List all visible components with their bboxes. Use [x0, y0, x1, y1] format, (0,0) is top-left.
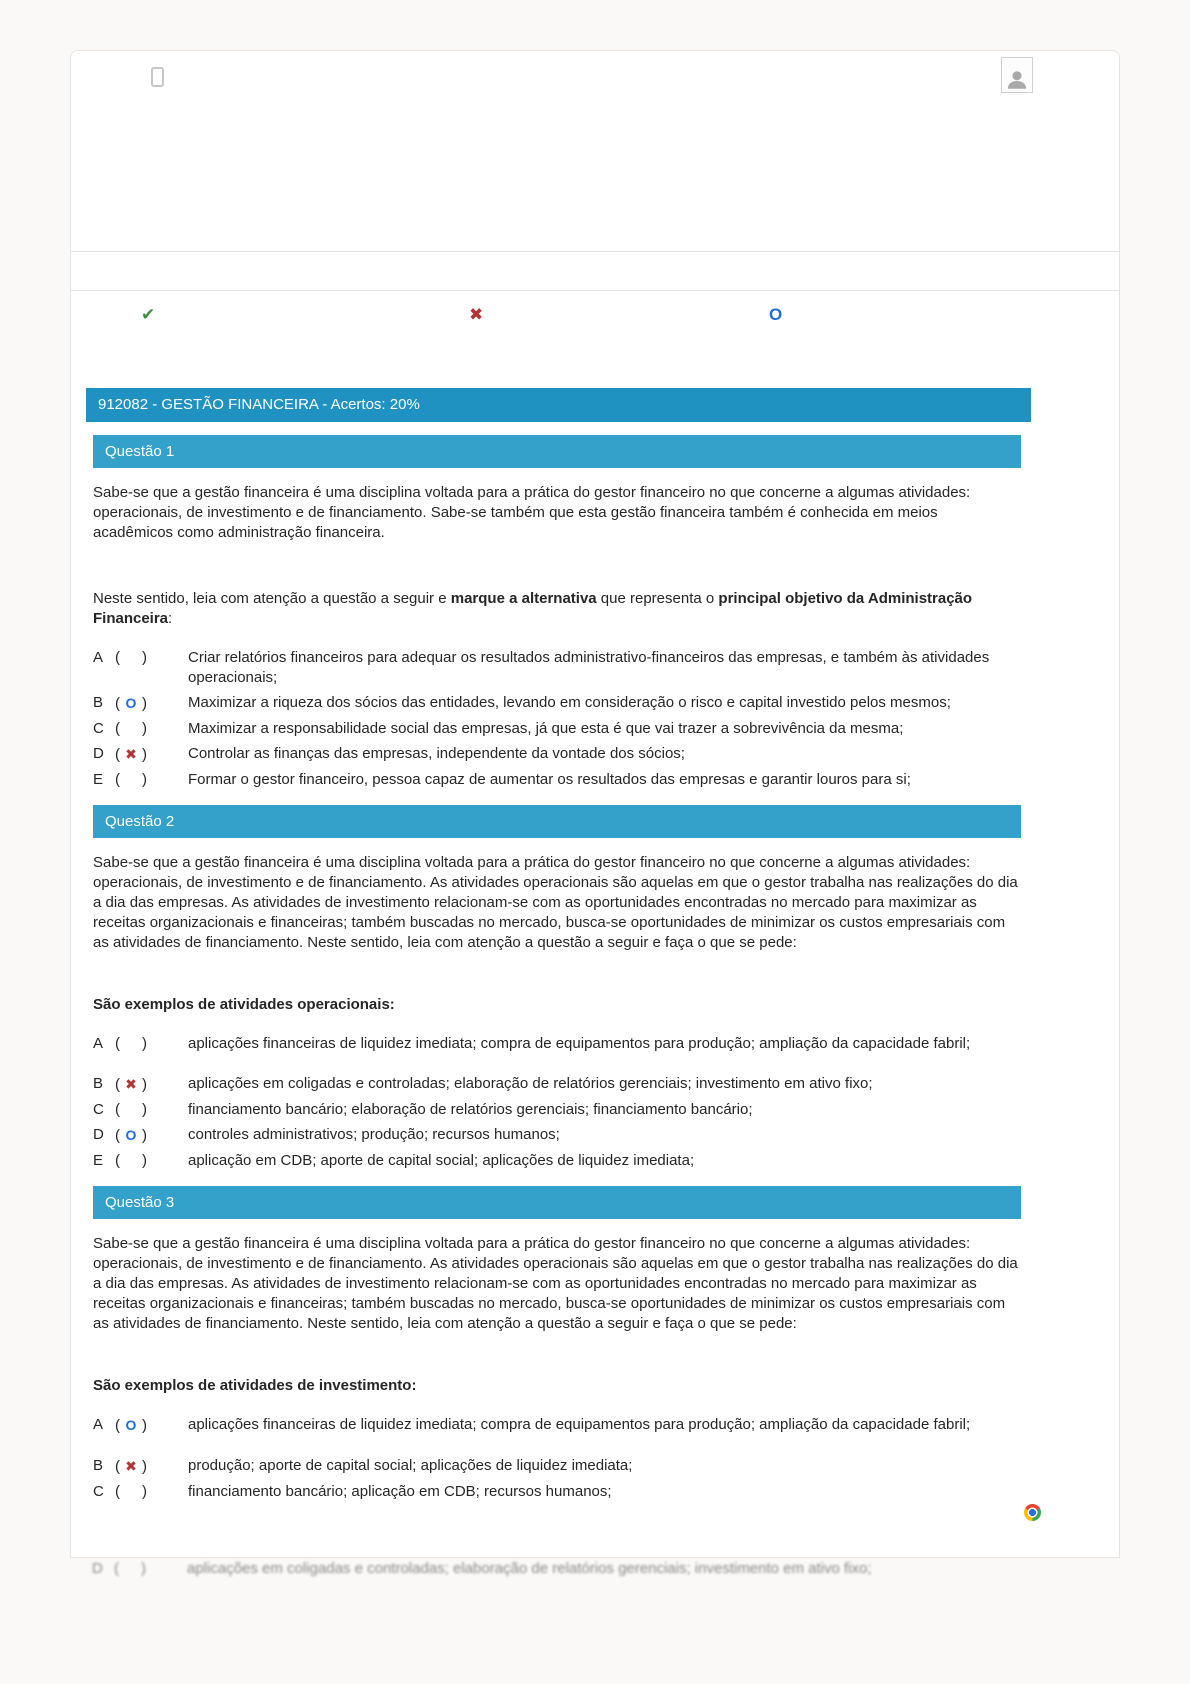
wrong-x-icon: ✖ [125, 745, 137, 762]
option-marker [115, 1482, 161, 1502]
question-prompt: São exemplos de atividades operacionais: [93, 996, 395, 1013]
option-row[interactable] [93, 716, 1021, 741]
question-lead [93, 589, 1021, 629]
correct-check-icon: ✔ [141, 305, 156, 324]
option-text: controles administrativos; produção; recursos humanos; [188, 1125, 560, 1143]
paren-close: ) [142, 1457, 147, 1475]
option-marker [115, 719, 161, 739]
option-row[interactable] [93, 1148, 1021, 1173]
paren-open: ( [115, 1416, 120, 1434]
option-marker [115, 1415, 161, 1436]
paren-open: ( [115, 719, 120, 737]
option-text: Maximizar a riqueza dos sócios das entidades, levando em consideração o risco e capital investido pelos mesmos; [188, 693, 951, 711]
app-icon[interactable] [151, 67, 164, 87]
paren-open: ( [115, 1075, 120, 1093]
option-letter: C [93, 1100, 104, 1118]
question-lead-segment: Neste sentido, leia com atenção a questão a seguir e [93, 590, 451, 607]
option-row[interactable] [93, 1097, 1021, 1122]
chrome-icon [1024, 1504, 1041, 1521]
option-text: produção; aporte de capital social; aplicações de liquidez imediata; [188, 1456, 633, 1474]
paren-close: ) [142, 694, 147, 712]
option-letter: A [93, 1415, 104, 1433]
paren-open: ( [115, 1100, 120, 1118]
option-marker [115, 770, 161, 790]
option-row[interactable] [93, 1122, 1021, 1148]
toolbar-band [71, 251, 1119, 291]
option-row[interactable] [93, 1031, 1021, 1056]
paren-close: ) [142, 1151, 147, 1169]
option-marker [115, 1074, 161, 1095]
option-marker [115, 1151, 161, 1171]
paren-close: ) [142, 1482, 147, 1500]
answer-circle-icon: O [125, 1126, 137, 1143]
clipped-option-row [92, 1556, 1022, 1581]
option-text: Maximizar a responsabilidade social das empresas, já que esta é que vai trazer a sobrevivência da mesma; [188, 719, 904, 737]
option-row[interactable] [93, 1453, 1021, 1479]
option-text: aplicação em CDB; aporte de capital social; aplicações de liquidez imediata; [188, 1151, 695, 1169]
question-lead-segment: marque a alternativa [450, 590, 597, 607]
option-row[interactable] [93, 1412, 1021, 1438]
question-section [93, 1186, 1021, 1504]
question-header: Questão 2 [93, 805, 1021, 838]
option-letter: D [93, 1125, 104, 1143]
option-row[interactable] [93, 690, 1021, 716]
option-text: Criar relatórios financeiros para adequar os resultados administrativo-financeiros das empresas, e também às atividades operacionais; [188, 648, 990, 686]
answer-circle-icon: O [125, 1416, 137, 1433]
question-section [93, 805, 1021, 1173]
options-list [93, 1031, 1021, 1173]
option-text: aplicações financeiras de liquidez imediata; compra de equipamentos para produção; ampliação da capacidade fabril; [188, 1034, 971, 1052]
option-letter: B [93, 1456, 104, 1474]
paren-close: ) [142, 1100, 147, 1118]
paren-open: ( [115, 745, 120, 763]
question-header: Questão 3 [93, 1186, 1021, 1219]
paren-open: ( [115, 1151, 120, 1169]
option-text: Controlar as finanças das empresas, independente da vontade dos sócios; [188, 744, 685, 762]
content-card [70, 50, 1120, 1558]
option-letter: D [93, 744, 104, 762]
quiz-content [86, 388, 1031, 1504]
option-text: aplicações em coligadas e controladas; elaboração de relatórios gerenciais; investimento em ativo fixo; [187, 1559, 872, 1577]
option-row[interactable] [93, 767, 1021, 792]
paren-close: ) [142, 719, 147, 737]
option-marker [115, 1125, 161, 1146]
paren-open: ( [115, 1126, 120, 1144]
question-intro: Sabe-se que a gestão financeira é uma disciplina voltada para a prática do gestor financeiro no que concerne a algumas atividades: operacionais, de investimento e de financiamento. Sabe-se também que esta gestão financeira também é conhecida em meios acadêmicos como administração financeira. [93, 484, 971, 541]
option-letter: C [93, 1482, 104, 1500]
option-letter: C [93, 719, 104, 737]
option-text: financiamento bancário; aplicação em CDB; recursos humanos; [188, 1482, 612, 1500]
paren-close: ) [142, 770, 147, 788]
paren-open: ( [115, 770, 120, 788]
option-letter: E [93, 770, 104, 788]
question-lead-segment: que representa o [596, 590, 719, 607]
paren-close: ) [142, 745, 147, 763]
wrong-x-icon: ✖ [125, 1075, 137, 1092]
option-marker [115, 1034, 161, 1054]
paren-open: ( [115, 1457, 120, 1475]
option-row[interactable] [93, 1479, 1021, 1504]
option-row[interactable] [93, 1071, 1021, 1097]
option-marker [115, 693, 161, 714]
incorrect-x-icon: ✖ [469, 305, 484, 324]
option-marker [115, 1100, 161, 1120]
paren-open: ( [115, 648, 120, 666]
options-list [93, 1412, 1021, 1504]
answer-circle-icon: O [769, 305, 783, 324]
option-marker [115, 648, 161, 668]
option-letter: A [93, 1034, 104, 1052]
question-prompt: São exemplos de atividades de investimento: [93, 1377, 417, 1394]
questions-list [93, 435, 1021, 1504]
user-avatar[interactable] [1001, 57, 1033, 93]
paren-close: ) [142, 1416, 147, 1434]
option-row[interactable] [92, 1556, 1022, 1581]
paren-open: ( [115, 694, 120, 712]
option-letter: D [92, 1559, 103, 1577]
paren-close: ) [142, 648, 147, 666]
question-section [93, 435, 1021, 792]
option-text: Formar o gestor financeiro, pessoa capaz de aumentar os resultados das empresas e garantir louros para si; [188, 770, 911, 788]
option-row[interactable] [93, 645, 1021, 690]
paren-open: ( [114, 1559, 119, 1577]
option-letter: B [93, 1074, 104, 1092]
question-lead-segment: : [168, 610, 173, 627]
wrong-x-icon: ✖ [125, 1457, 137, 1474]
person-icon [1004, 66, 1030, 92]
option-letter: E [93, 1151, 104, 1169]
paren-close: ) [142, 1126, 147, 1144]
question-intro: Sabe-se que a gestão financeira é uma disciplina voltada para a prática do gestor financeiro no que concerne a algumas atividades: operacionais, de investimento e de financiamento. As atividades operacionais são aquelas em que o gestor trabalha nas realizações do dia a dia das empresas. As atividades de investimento relacionam-se com as oportunidades encontradas no mercado para maximizar as receitas organizacionais e financeiras; também buscadas no mercado, busca-se oportunidades de minimizar os custos empresariais com as atividades de financiamento. Neste sentido, leia com atenção a questão a seguir e faça o que se pede: [93, 854, 1018, 951]
option-letter: A [93, 648, 104, 666]
quiz-title-bar: 912082 - GESTÃO FINANCEIRA - Acertos: 20% [86, 388, 1031, 422]
legend-row [71, 303, 1119, 327]
answer-circle-icon: O [125, 694, 137, 711]
question-lead-segment: principal objetivo da Administração Financeira [93, 590, 973, 627]
option-marker [115, 1456, 161, 1477]
option-text: financiamento bancário; elaboração de relatórios gerenciais; financiamento bancário; [188, 1100, 753, 1118]
paren-close: ) [142, 1034, 147, 1052]
option-letter: B [93, 693, 104, 711]
option-text: aplicações financeiras de liquidez imediata; compra de equipamentos para produção; ampliação da capacidade fabril; [188, 1415, 971, 1433]
paren-close: ) [142, 1075, 147, 1093]
question-header: Questão 1 [93, 435, 1021, 468]
option-marker [114, 1559, 160, 1579]
options-list [93, 645, 1021, 792]
paren-open: ( [115, 1034, 120, 1052]
option-text: aplicações em coligadas e controladas; elaboração de relatórios gerenciais; investimento em ativo fixo; [188, 1074, 873, 1092]
option-marker [115, 744, 161, 765]
paren-open: ( [115, 1482, 120, 1500]
option-row[interactable] [93, 741, 1021, 767]
question-intro: Sabe-se que a gestão financeira é uma disciplina voltada para a prática do gestor financeiro no que concerne a algumas atividades: operacionais, de investimento e de financiamento. As atividades operacionais são aquelas em que o gestor trabalha nas realizações do dia a dia das empresas. As atividades de investimento relacionam-se com as oportunidades encontradas no mercado para maximizar as receitas organizacionais e financeiras; também buscadas no mercado, busca-se oportunidades de minimizar os custos empresariais com as atividades de financiamento. Neste sentido, leia com atenção a questão a seguir e faça o que se pede: [93, 1235, 1018, 1332]
paren-close: ) [141, 1559, 146, 1577]
